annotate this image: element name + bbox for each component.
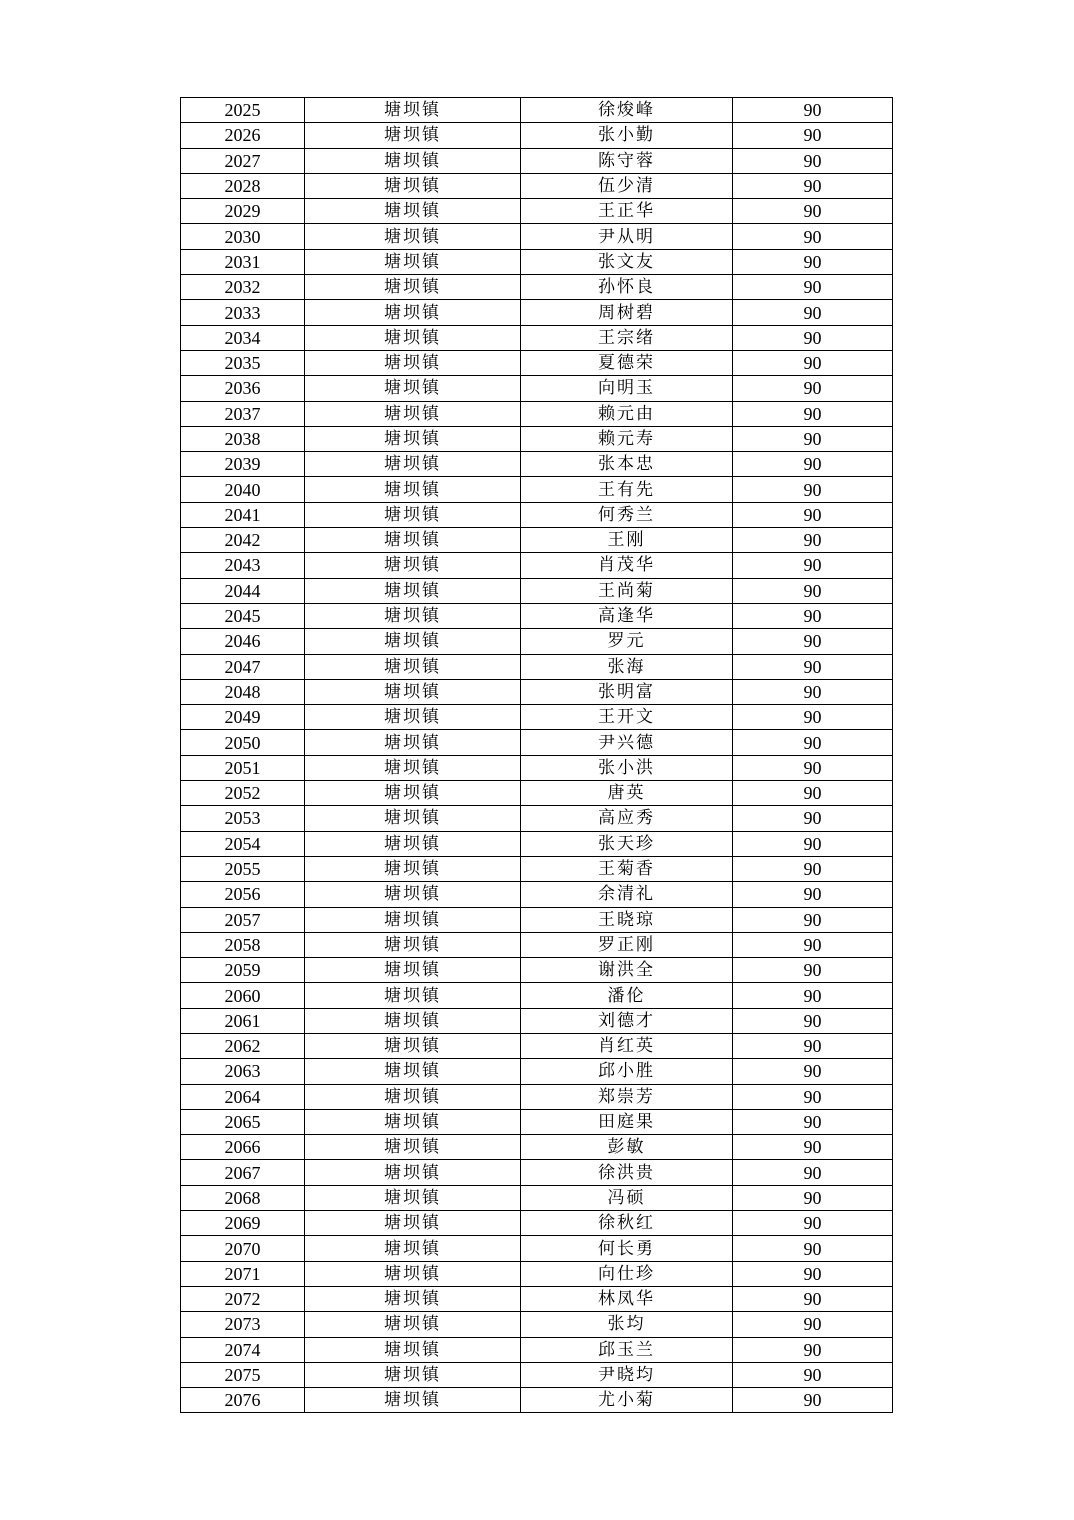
cell-town: 塘坝镇 (305, 958, 521, 983)
cell-town: 塘坝镇 (305, 1185, 521, 1210)
table-row (181, 1084, 893, 1109)
table-row (181, 123, 893, 148)
table-row (181, 705, 893, 730)
cell-number: 2030 (181, 224, 305, 249)
cell-amount: 90 (733, 1185, 893, 1210)
cell-town: 塘坝镇 (305, 1261, 521, 1286)
table-row (181, 882, 893, 907)
table-row (181, 679, 893, 704)
cell-town: 塘坝镇 (305, 376, 521, 401)
cell-name: 肖红英 (521, 1033, 733, 1058)
cell-amount: 90 (733, 1059, 893, 1084)
table-row (181, 173, 893, 198)
cell-number: 2054 (181, 831, 305, 856)
cell-town: 塘坝镇 (305, 123, 521, 148)
cell-amount: 90 (733, 1084, 893, 1109)
table-row (181, 98, 893, 123)
cell-amount: 90 (733, 1211, 893, 1236)
cell-amount: 90 (733, 1109, 893, 1134)
cell-number: 2033 (181, 300, 305, 325)
table-row (181, 300, 893, 325)
cell-town: 塘坝镇 (305, 1109, 521, 1134)
cell-number: 2036 (181, 376, 305, 401)
cell-number: 2039 (181, 452, 305, 477)
cell-number: 2047 (181, 654, 305, 679)
cell-town: 塘坝镇 (305, 578, 521, 603)
cell-name: 张海 (521, 654, 733, 679)
cell-name: 王晓琼 (521, 907, 733, 932)
cell-name: 赖元寿 (521, 426, 733, 451)
cell-amount: 90 (733, 452, 893, 477)
table-row (181, 224, 893, 249)
cell-number: 2029 (181, 199, 305, 224)
cell-number: 2053 (181, 806, 305, 831)
cell-number: 2073 (181, 1312, 305, 1337)
cell-number: 2046 (181, 629, 305, 654)
cell-name: 唐英 (521, 781, 733, 806)
cell-name: 伍少清 (521, 173, 733, 198)
cell-town: 塘坝镇 (305, 1084, 521, 1109)
table-row (181, 629, 893, 654)
cell-name: 余清礼 (521, 882, 733, 907)
table-row (181, 350, 893, 375)
cell-amount: 90 (733, 1286, 893, 1311)
table-row (181, 528, 893, 553)
cell-name: 王有先 (521, 477, 733, 502)
cell-number: 2052 (181, 781, 305, 806)
table-row (181, 806, 893, 831)
cell-number: 2035 (181, 350, 305, 375)
cell-town: 塘坝镇 (305, 1362, 521, 1387)
cell-name: 高应秀 (521, 806, 733, 831)
cell-number: 2037 (181, 401, 305, 426)
table-row (181, 932, 893, 957)
cell-number: 2066 (181, 1135, 305, 1160)
cell-number: 2043 (181, 553, 305, 578)
cell-name: 尹兴德 (521, 730, 733, 755)
cell-amount: 90 (733, 173, 893, 198)
cell-number: 2071 (181, 1261, 305, 1286)
cell-name: 王宗绪 (521, 325, 733, 350)
cell-name: 尹晓均 (521, 1362, 733, 1387)
cell-number: 2059 (181, 958, 305, 983)
cell-town: 塘坝镇 (305, 148, 521, 173)
cell-amount: 90 (733, 654, 893, 679)
cell-town: 塘坝镇 (305, 1135, 521, 1160)
cell-amount: 90 (733, 907, 893, 932)
cell-amount: 90 (733, 806, 893, 831)
cell-amount: 90 (733, 1008, 893, 1033)
cell-name: 徐焌峰 (521, 98, 733, 123)
table-row (181, 1109, 893, 1134)
cell-name: 肖茂华 (521, 553, 733, 578)
cell-name: 林凤华 (521, 1286, 733, 1311)
cell-town: 塘坝镇 (305, 1059, 521, 1084)
table-row (181, 477, 893, 502)
cell-town: 塘坝镇 (305, 755, 521, 780)
cell-town: 塘坝镇 (305, 98, 521, 123)
cell-number: 2072 (181, 1286, 305, 1311)
cell-town: 塘坝镇 (305, 1236, 521, 1261)
cell-amount: 90 (733, 224, 893, 249)
cell-name: 张明富 (521, 679, 733, 704)
cell-town: 塘坝镇 (305, 932, 521, 957)
cell-amount: 90 (733, 1135, 893, 1160)
cell-town: 塘坝镇 (305, 300, 521, 325)
cell-town: 塘坝镇 (305, 1160, 521, 1185)
cell-amount: 90 (733, 983, 893, 1008)
table-row (181, 578, 893, 603)
table-row (181, 502, 893, 527)
table-row (181, 1135, 893, 1160)
cell-town: 塘坝镇 (305, 907, 521, 932)
cell-amount: 90 (733, 426, 893, 451)
cell-name: 郑崇芳 (521, 1084, 733, 1109)
cell-amount: 90 (733, 249, 893, 274)
table-body (181, 98, 893, 1413)
cell-town: 塘坝镇 (305, 275, 521, 300)
cell-name: 罗正刚 (521, 932, 733, 957)
cell-town: 塘坝镇 (305, 477, 521, 502)
table-row (181, 983, 893, 1008)
cell-name: 向明玉 (521, 376, 733, 401)
table-row (181, 325, 893, 350)
table-row (181, 1388, 893, 1413)
cell-town: 塘坝镇 (305, 856, 521, 881)
cell-town: 塘坝镇 (305, 452, 521, 477)
cell-amount: 90 (733, 629, 893, 654)
cell-town: 塘坝镇 (305, 781, 521, 806)
cell-town: 塘坝镇 (305, 1337, 521, 1362)
cell-name: 陈守蓉 (521, 148, 733, 173)
table-row (181, 1185, 893, 1210)
table-row (181, 1160, 893, 1185)
cell-town: 塘坝镇 (305, 1008, 521, 1033)
cell-town: 塘坝镇 (305, 730, 521, 755)
cell-number: 2040 (181, 477, 305, 502)
cell-name: 高逢华 (521, 603, 733, 628)
table-row (181, 856, 893, 881)
cell-name: 张天珍 (521, 831, 733, 856)
table-row (181, 199, 893, 224)
cell-number: 2048 (181, 679, 305, 704)
cell-town: 塘坝镇 (305, 679, 521, 704)
table-row (181, 1261, 893, 1286)
cell-town: 塘坝镇 (305, 224, 521, 249)
cell-number: 2060 (181, 983, 305, 1008)
cell-town: 塘坝镇 (305, 1312, 521, 1337)
cell-number: 2063 (181, 1059, 305, 1084)
cell-amount: 90 (733, 300, 893, 325)
cell-number: 2061 (181, 1008, 305, 1033)
cell-amount: 90 (733, 958, 893, 983)
cell-amount: 90 (733, 1388, 893, 1413)
cell-town: 塘坝镇 (305, 325, 521, 350)
cell-amount: 90 (733, 1236, 893, 1261)
table-row (181, 781, 893, 806)
table-row (181, 603, 893, 628)
cell-town: 塘坝镇 (305, 1033, 521, 1058)
cell-amount: 90 (733, 477, 893, 502)
table-row (181, 249, 893, 274)
cell-town: 塘坝镇 (305, 705, 521, 730)
cell-town: 塘坝镇 (305, 426, 521, 451)
cell-amount: 90 (733, 325, 893, 350)
cell-name: 何长勇 (521, 1236, 733, 1261)
cell-town: 塘坝镇 (305, 199, 521, 224)
cell-town: 塘坝镇 (305, 983, 521, 1008)
cell-name: 向仕珍 (521, 1261, 733, 1286)
table-row (181, 1211, 893, 1236)
cell-number: 2044 (181, 578, 305, 603)
cell-name: 王菊香 (521, 856, 733, 881)
cell-amount: 90 (733, 1337, 893, 1362)
cell-number: 2032 (181, 275, 305, 300)
cell-number: 2025 (181, 98, 305, 123)
cell-name: 谢洪全 (521, 958, 733, 983)
table-row (181, 907, 893, 932)
cell-number: 2051 (181, 755, 305, 780)
cell-town: 塘坝镇 (305, 629, 521, 654)
cell-amount: 90 (733, 401, 893, 426)
cell-amount: 90 (733, 1312, 893, 1337)
cell-name: 徐秋红 (521, 1211, 733, 1236)
cell-amount: 90 (733, 553, 893, 578)
cell-name: 王尚菊 (521, 578, 733, 603)
cell-town: 塘坝镇 (305, 603, 521, 628)
cell-amount: 90 (733, 603, 893, 628)
cell-number: 2069 (181, 1211, 305, 1236)
cell-town: 塘坝镇 (305, 1211, 521, 1236)
cell-amount: 90 (733, 199, 893, 224)
cell-number: 2057 (181, 907, 305, 932)
table-row (181, 553, 893, 578)
cell-number: 2034 (181, 325, 305, 350)
cell-number: 2064 (181, 1084, 305, 1109)
cell-number: 2067 (181, 1160, 305, 1185)
cell-name: 彭敏 (521, 1135, 733, 1160)
cell-town: 塘坝镇 (305, 350, 521, 375)
cell-number: 2056 (181, 882, 305, 907)
cell-town: 塘坝镇 (305, 249, 521, 274)
cell-name: 尤小菊 (521, 1388, 733, 1413)
cell-number: 2049 (181, 705, 305, 730)
table-row (181, 755, 893, 780)
cell-amount: 90 (733, 1362, 893, 1387)
cell-number: 2050 (181, 730, 305, 755)
cell-name: 张小勤 (521, 123, 733, 148)
cell-number: 2062 (181, 1033, 305, 1058)
cell-amount: 90 (733, 730, 893, 755)
cell-number: 2070 (181, 1236, 305, 1261)
cell-number: 2027 (181, 148, 305, 173)
table-row (181, 654, 893, 679)
cell-amount: 90 (733, 781, 893, 806)
cell-town: 塘坝镇 (305, 502, 521, 527)
cell-name: 王刚 (521, 528, 733, 553)
cell-town: 塘坝镇 (305, 1388, 521, 1413)
cell-name: 徐洪贵 (521, 1160, 733, 1185)
cell-name: 张本忠 (521, 452, 733, 477)
table-row (181, 1312, 893, 1337)
table-row (181, 376, 893, 401)
cell-name: 罗元 (521, 629, 733, 654)
cell-name: 张均 (521, 1312, 733, 1337)
cell-town: 塘坝镇 (305, 401, 521, 426)
cell-name: 邱玉兰 (521, 1337, 733, 1362)
cell-amount: 90 (733, 275, 893, 300)
cell-number: 2038 (181, 426, 305, 451)
cell-number: 2068 (181, 1185, 305, 1210)
table-row (181, 831, 893, 856)
cell-amount: 90 (733, 502, 893, 527)
cell-name: 张小洪 (521, 755, 733, 780)
cell-number: 2031 (181, 249, 305, 274)
cell-number: 2075 (181, 1362, 305, 1387)
cell-name: 田庭果 (521, 1109, 733, 1134)
cell-number: 2026 (181, 123, 305, 148)
cell-amount: 90 (733, 123, 893, 148)
cell-amount: 90 (733, 1261, 893, 1286)
cell-amount: 90 (733, 350, 893, 375)
cell-name: 赖元由 (521, 401, 733, 426)
table-row (181, 1033, 893, 1058)
table-row (181, 1008, 893, 1033)
cell-name: 何秀兰 (521, 502, 733, 527)
table-row (181, 1236, 893, 1261)
cell-name: 王开文 (521, 705, 733, 730)
cell-town: 塘坝镇 (305, 553, 521, 578)
cell-amount: 90 (733, 679, 893, 704)
cell-amount: 90 (733, 882, 893, 907)
cell-town: 塘坝镇 (305, 528, 521, 553)
cell-amount: 90 (733, 98, 893, 123)
cell-number: 2058 (181, 932, 305, 957)
cell-number: 2055 (181, 856, 305, 881)
table-row (181, 1337, 893, 1362)
cell-amount: 90 (733, 528, 893, 553)
cell-name: 夏德荣 (521, 350, 733, 375)
cell-town: 塘坝镇 (305, 654, 521, 679)
cell-name: 张文友 (521, 249, 733, 274)
cell-amount: 90 (733, 831, 893, 856)
table-row (181, 148, 893, 173)
cell-amount: 90 (733, 376, 893, 401)
table-row (181, 1059, 893, 1084)
cell-amount: 90 (733, 705, 893, 730)
table-row (181, 275, 893, 300)
table-row (181, 1362, 893, 1387)
cell-name: 尹从明 (521, 224, 733, 249)
cell-amount: 90 (733, 755, 893, 780)
cell-name: 王正华 (521, 199, 733, 224)
cell-amount: 90 (733, 1160, 893, 1185)
data-table (180, 97, 893, 1413)
cell-number: 2042 (181, 528, 305, 553)
table-row (181, 452, 893, 477)
cell-name: 周树碧 (521, 300, 733, 325)
cell-town: 塘坝镇 (305, 882, 521, 907)
cell-amount: 90 (733, 148, 893, 173)
cell-number: 2041 (181, 502, 305, 527)
cell-amount: 90 (733, 932, 893, 957)
cell-town: 塘坝镇 (305, 1286, 521, 1311)
cell-town: 塘坝镇 (305, 806, 521, 831)
table-row (181, 426, 893, 451)
cell-amount: 90 (733, 1033, 893, 1058)
cell-number: 2074 (181, 1337, 305, 1362)
cell-town: 塘坝镇 (305, 173, 521, 198)
cell-number: 2065 (181, 1109, 305, 1134)
cell-name: 潘伦 (521, 983, 733, 1008)
cell-number: 2076 (181, 1388, 305, 1413)
cell-name: 邱小胜 (521, 1059, 733, 1084)
cell-name: 冯硕 (521, 1185, 733, 1210)
table-row (181, 1286, 893, 1311)
cell-number: 2045 (181, 603, 305, 628)
table-row (181, 958, 893, 983)
table-row (181, 401, 893, 426)
cell-amount: 90 (733, 578, 893, 603)
cell-town: 塘坝镇 (305, 831, 521, 856)
cell-name: 刘德才 (521, 1008, 733, 1033)
cell-amount: 90 (733, 856, 893, 881)
cell-number: 2028 (181, 173, 305, 198)
table-row (181, 730, 893, 755)
cell-name: 孙怀良 (521, 275, 733, 300)
